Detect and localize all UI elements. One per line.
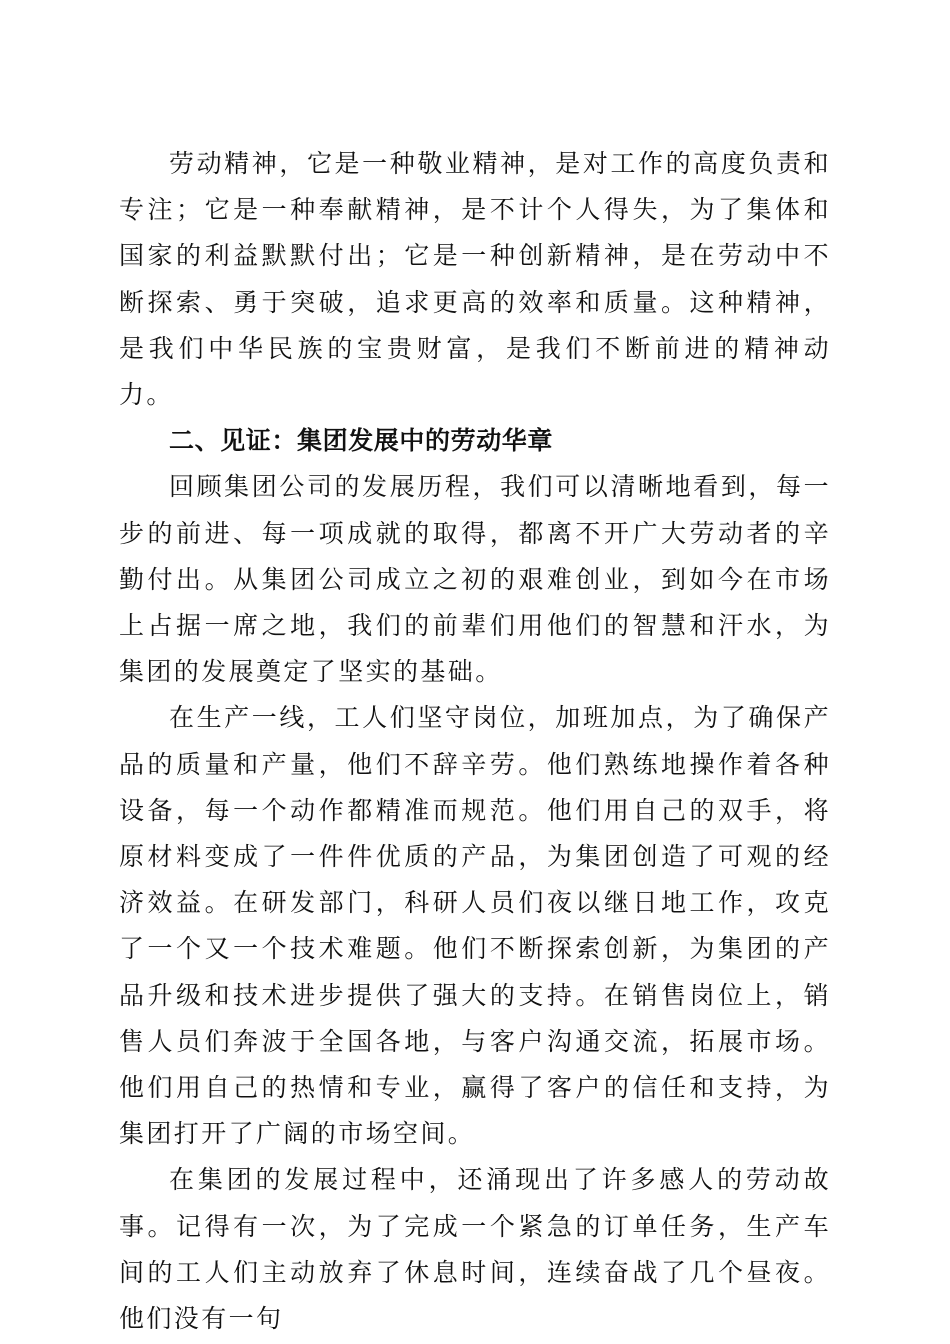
- section-heading: 二、见证：集团发展中的劳动华章: [169, 426, 554, 456]
- paragraph-frontline-work: 在生产一线，工人们坚守岗位，加班加点，为了确保产品的质量和产量，他们不辞辛劳。他们熟练地操作着各种设备，每一个动作都精准而规范。他们用自己的双手，将原材料变成了一件件优质的产品，为集团创造了可观的经济效益。在研发部门，科研人员们夜以继日地工作，攻克了一个又一个技术难题。他们不断探索创新，为集团的产品升级和技术进步提供了强大的支持。在销售岗位上，销售人员们奔波于全国各地，与客户沟通交流，拓展市场。他们用自己的热情和专业，赢得了客户的信任和支持，为集团打开了广阔的市场空间。: [119, 703, 831, 1149]
- paragraph-labor-spirit: 劳动精神，它是一种敬业精神，是对工作的高度负责和专注；它是一种奉献精神，是不计个人得失，为了集体和国家的利益默默付出；它是一种创新精神，是在劳动中不断探索、勇于突破，追求更高的效率和质量。这种精神，是我们中华民族的宝贵财富，是我们不断前进的精神动力。: [119, 149, 831, 410]
- paragraph-labor-stories: 在集团的发展过程中，还涌现出了许多感人的劳动故事。记得有一次，为了完成一个紧急的订单任务，生产车间的工人们主动放弃了休息时间，连续奋战了几个昼夜。他们没有一句: [119, 1165, 831, 1334]
- paragraph-group-history: 回顾集团公司的发展历程，我们可以清晰地看到，每一步的前进、每一项成就的取得，都离不开广大劳动者的辛勤付出。从集团公司成立之初的艰难创业，到如今在市场上占据一席之地，我们的前辈们用他们的智慧和汗水，为集团的发展奠定了坚实的基础。: [119, 472, 831, 687]
- document-body: [119, 141, 831, 1342]
